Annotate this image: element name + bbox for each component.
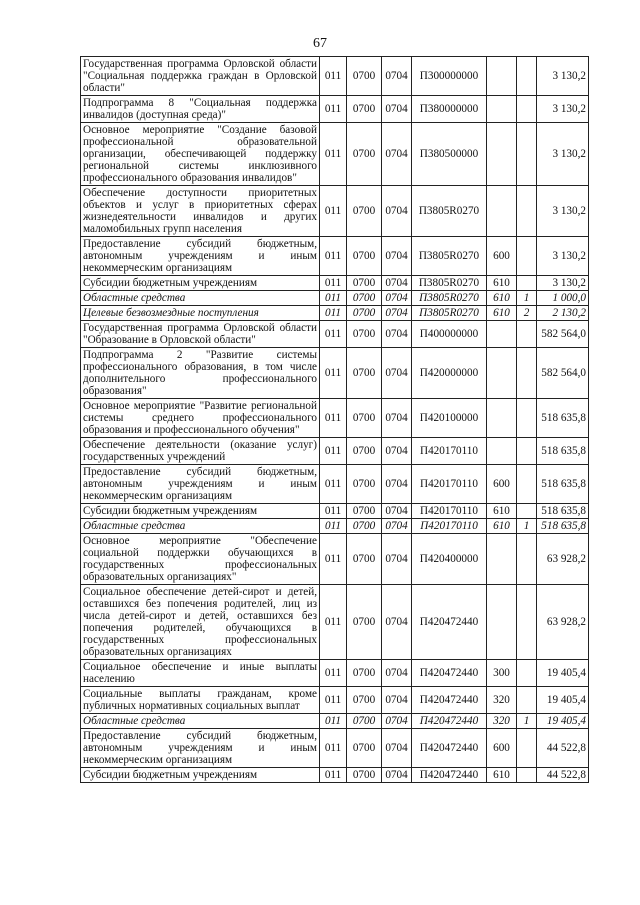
row-name-cell: Основное мероприятие "Обеспечение социальной поддержки обучающихся в государственных профессиональных образовательных организациях"	[81, 534, 320, 585]
admin-code-cell: 011	[320, 438, 347, 465]
row-name-cell: Предоставление субсидий бюджетным, автономным учреждениям и иным некоммерческим организациям	[81, 729, 320, 768]
admin-code-cell: 011	[320, 276, 347, 291]
admin-code-cell: 011	[320, 96, 347, 123]
admin-code-cell: 011	[320, 348, 347, 399]
row-name-cell: Обеспечение деятельности (оказание услуг) государственных учреждений	[81, 438, 320, 465]
expense-type-cell	[487, 186, 517, 237]
row-name-cell: Областные средства	[81, 714, 320, 729]
section-code-cell: 0700	[347, 306, 382, 321]
section-code-cell: 0700	[347, 321, 382, 348]
amount-cell: 582 564,0	[537, 321, 589, 348]
target-article-cell: П420472440	[412, 660, 487, 687]
table-row	[81, 585, 589, 660]
subsection-code-cell: 0704	[382, 687, 412, 714]
expense-type-cell: 600	[487, 729, 517, 768]
section-code-cell: 0700	[347, 123, 382, 186]
target-article-cell: П400000000	[412, 321, 487, 348]
budget-table-body	[81, 57, 589, 783]
table-row	[81, 714, 589, 729]
admin-code-cell: 011	[320, 714, 347, 729]
section-code-cell: 0700	[347, 57, 382, 96]
funding-source-cell	[517, 504, 537, 519]
amount-cell: 19 405,4	[537, 660, 589, 687]
funding-source-cell: 1	[517, 291, 537, 306]
admin-code-cell: 011	[320, 687, 347, 714]
table-row	[81, 306, 589, 321]
row-name-cell: Предоставление субсидий бюджетным, автономным учреждениям и иным некоммерческим организациям	[81, 237, 320, 276]
row-name-cell: Целевые безвозмездные поступления	[81, 306, 320, 321]
amount-cell: 582 564,0	[537, 348, 589, 399]
target-article-cell: П420170110	[412, 504, 487, 519]
target-article-cell: П3805R0270	[412, 276, 487, 291]
section-code-cell: 0700	[347, 348, 382, 399]
admin-code-cell: 011	[320, 585, 347, 660]
table-row	[81, 276, 589, 291]
page-number: 67	[313, 36, 327, 51]
target-article-cell: П420472440	[412, 729, 487, 768]
amount-cell: 518 635,8	[537, 465, 589, 504]
admin-code-cell: 011	[320, 534, 347, 585]
table-row	[81, 291, 589, 306]
subsection-code-cell: 0704	[382, 291, 412, 306]
table-row	[81, 57, 589, 96]
row-name-cell: Субсидии бюджетным учреждениям	[81, 504, 320, 519]
section-code-cell: 0700	[347, 291, 382, 306]
table-row	[81, 687, 589, 714]
funding-source-cell	[517, 276, 537, 291]
funding-source-cell	[517, 687, 537, 714]
expense-type-cell: 610	[487, 276, 517, 291]
amount-cell: 44 522,8	[537, 729, 589, 768]
section-code-cell: 0700	[347, 660, 382, 687]
target-article-cell: П3805R0270	[412, 237, 487, 276]
row-name-cell: Предоставление субсидий бюджетным, автономным учреждениям и иным некоммерческим организациям	[81, 465, 320, 504]
row-name-cell: Обеспечение доступности приоритетных объектов и услуг в приоритетных сферах жизнедеятельности инвалидов и других маломобильных групп населения	[81, 186, 320, 237]
expense-type-cell: 610	[487, 504, 517, 519]
target-article-cell: П420170110	[412, 465, 487, 504]
section-code-cell: 0700	[347, 714, 382, 729]
subsection-code-cell: 0704	[382, 306, 412, 321]
row-name-cell: Областные средства	[81, 519, 320, 534]
expense-type-cell	[487, 348, 517, 399]
subsection-code-cell: 0704	[382, 276, 412, 291]
funding-source-cell	[517, 96, 537, 123]
funding-source-cell	[517, 399, 537, 438]
expense-type-cell: 610	[487, 306, 517, 321]
expense-type-cell: 610	[487, 519, 517, 534]
subsection-code-cell: 0704	[382, 186, 412, 237]
funding-source-cell	[517, 321, 537, 348]
amount-cell: 518 635,8	[537, 504, 589, 519]
table-row	[81, 96, 589, 123]
amount-cell: 3 130,2	[537, 57, 589, 96]
amount-cell: 3 130,2	[537, 237, 589, 276]
amount-cell: 2 130,2	[537, 306, 589, 321]
table-row	[81, 321, 589, 348]
amount-cell: 518 635,8	[537, 519, 589, 534]
expense-type-cell	[487, 585, 517, 660]
row-name-cell: Государственная программа Орловской области "Образование в Орловской области"	[81, 321, 320, 348]
subsection-code-cell: 0704	[382, 519, 412, 534]
section-code-cell: 0700	[347, 399, 382, 438]
admin-code-cell: 011	[320, 321, 347, 348]
subsection-code-cell: 0704	[382, 57, 412, 96]
subsection-code-cell: 0704	[382, 399, 412, 438]
section-code-cell: 0700	[347, 186, 382, 237]
target-article-cell: П420170110	[412, 519, 487, 534]
table-row	[81, 534, 589, 585]
funding-source-cell	[517, 465, 537, 504]
subsection-code-cell: 0704	[382, 729, 412, 768]
admin-code-cell: 011	[320, 399, 347, 438]
target-article-cell: П420100000	[412, 399, 487, 438]
target-article-cell: П420400000	[412, 534, 487, 585]
section-code-cell: 0700	[347, 534, 382, 585]
section-code-cell: 0700	[347, 237, 382, 276]
row-name-cell: Субсидии бюджетным учреждениям	[81, 276, 320, 291]
subsection-code-cell: 0704	[382, 768, 412, 783]
admin-code-cell: 011	[320, 504, 347, 519]
row-name-cell: Подпрограмма 2 "Развитие системы профессионального образования, в том числе дополнительного профессионального образования"	[81, 348, 320, 399]
table-row	[81, 660, 589, 687]
section-code-cell: 0700	[347, 729, 382, 768]
row-name-cell: Основное мероприятие "Создание базовой профессиональной образовательной организации, обеспечивающей поддержку региональной системы инклюзивного профессионального образования инвалидов"	[81, 123, 320, 186]
target-article-cell: П380000000	[412, 96, 487, 123]
target-article-cell: П3805R0270	[412, 291, 487, 306]
funding-source-cell	[517, 348, 537, 399]
subsection-code-cell: 0704	[382, 534, 412, 585]
table-row	[81, 438, 589, 465]
admin-code-cell: 011	[320, 291, 347, 306]
section-code-cell: 0700	[347, 519, 382, 534]
amount-cell: 518 635,8	[537, 399, 589, 438]
funding-source-cell	[517, 660, 537, 687]
expense-type-cell: 610	[487, 291, 517, 306]
admin-code-cell: 011	[320, 57, 347, 96]
budget-table	[80, 56, 589, 783]
table-row	[81, 123, 589, 186]
admin-code-cell: 011	[320, 729, 347, 768]
target-article-cell: П3805R0270	[412, 306, 487, 321]
table-row	[81, 465, 589, 504]
table-row	[81, 237, 589, 276]
funding-source-cell	[517, 534, 537, 585]
admin-code-cell: 011	[320, 519, 347, 534]
expense-type-cell	[487, 123, 517, 186]
expense-type-cell: 320	[487, 714, 517, 729]
expense-type-cell: 600	[487, 465, 517, 504]
amount-cell: 63 928,2	[537, 534, 589, 585]
subsection-code-cell: 0704	[382, 237, 412, 276]
admin-code-cell: 011	[320, 186, 347, 237]
admin-code-cell: 011	[320, 768, 347, 783]
expense-type-cell	[487, 96, 517, 123]
row-name-cell: Государственная программа Орловской области "Социальная поддержка граждан в Орловской области"	[81, 57, 320, 96]
subsection-code-cell: 0704	[382, 438, 412, 465]
section-code-cell: 0700	[347, 768, 382, 783]
funding-source-cell: 1	[517, 714, 537, 729]
funding-source-cell	[517, 729, 537, 768]
expense-type-cell: 610	[487, 768, 517, 783]
table-row	[81, 399, 589, 438]
expense-type-cell	[487, 57, 517, 96]
row-name-cell: Областные средства	[81, 291, 320, 306]
section-code-cell: 0700	[347, 687, 382, 714]
subsection-code-cell: 0704	[382, 714, 412, 729]
amount-cell: 63 928,2	[537, 585, 589, 660]
funding-source-cell	[517, 768, 537, 783]
target-article-cell: П420170110	[412, 438, 487, 465]
amount-cell: 3 130,2	[537, 186, 589, 237]
target-article-cell: П300000000	[412, 57, 487, 96]
amount-cell: 3 130,2	[537, 123, 589, 186]
expense-type-cell: 600	[487, 237, 517, 276]
subsection-code-cell: 0704	[382, 585, 412, 660]
funding-source-cell	[517, 585, 537, 660]
target-article-cell: П420472440	[412, 768, 487, 783]
amount-cell: 1 000,0	[537, 291, 589, 306]
expense-type-cell: 300	[487, 660, 517, 687]
row-name-cell: Основное мероприятие "Развитие региональной системы среднего профессионального образования и профессионального обучения"	[81, 399, 320, 438]
expense-type-cell	[487, 438, 517, 465]
row-name-cell: Социальное обеспечение детей-сирот и детей, оставшихся без попечения родителей, лиц из числа детей-сирот и детей, оставшихся без попечения родителей, обучающихся в государственных профессиональных образовательных организациях	[81, 585, 320, 660]
admin-code-cell: 011	[320, 237, 347, 276]
subsection-code-cell: 0704	[382, 348, 412, 399]
funding-source-cell: 2	[517, 306, 537, 321]
row-name-cell: Социальное обеспечение и иные выплаты населению	[81, 660, 320, 687]
funding-source-cell	[517, 237, 537, 276]
subsection-code-cell: 0704	[382, 123, 412, 186]
subsection-code-cell: 0704	[382, 504, 412, 519]
admin-code-cell: 011	[320, 123, 347, 186]
subsection-code-cell: 0704	[382, 660, 412, 687]
section-code-cell: 0700	[347, 465, 382, 504]
subsection-code-cell: 0704	[382, 321, 412, 348]
admin-code-cell: 011	[320, 660, 347, 687]
subsection-code-cell: 0704	[382, 465, 412, 504]
table-row	[81, 186, 589, 237]
amount-cell: 19 405,4	[537, 714, 589, 729]
expense-type-cell	[487, 321, 517, 348]
funding-source-cell	[517, 123, 537, 186]
target-article-cell: П420472440	[412, 714, 487, 729]
amount-cell: 3 130,2	[537, 276, 589, 291]
section-code-cell: 0700	[347, 504, 382, 519]
section-code-cell: 0700	[347, 438, 382, 465]
funding-source-cell	[517, 57, 537, 96]
table-row	[81, 519, 589, 534]
expense-type-cell	[487, 399, 517, 438]
target-article-cell: П420472440	[412, 585, 487, 660]
amount-cell: 44 522,8	[537, 768, 589, 783]
admin-code-cell: 011	[320, 465, 347, 504]
section-code-cell: 0700	[347, 585, 382, 660]
funding-source-cell	[517, 438, 537, 465]
table-row	[81, 768, 589, 783]
table-row	[81, 348, 589, 399]
row-name-cell: Социальные выплаты гражданам, кроме публичных нормативных социальных выплат	[81, 687, 320, 714]
row-name-cell: Субсидии бюджетным учреждениям	[81, 768, 320, 783]
funding-source-cell: 1	[517, 519, 537, 534]
amount-cell: 518 635,8	[537, 438, 589, 465]
expense-type-cell: 320	[487, 687, 517, 714]
target-article-cell: П3805R0270	[412, 186, 487, 237]
amount-cell: 19 405,4	[537, 687, 589, 714]
section-code-cell: 0700	[347, 276, 382, 291]
section-code-cell: 0700	[347, 96, 382, 123]
target-article-cell: П420472440	[412, 687, 487, 714]
table-row	[81, 504, 589, 519]
funding-source-cell	[517, 186, 537, 237]
target-article-cell: П420000000	[412, 348, 487, 399]
target-article-cell: П380500000	[412, 123, 487, 186]
row-name-cell: Подпрограмма 8 "Социальная поддержка инвалидов (доступная среда)"	[81, 96, 320, 123]
expense-type-cell	[487, 534, 517, 585]
subsection-code-cell: 0704	[382, 96, 412, 123]
table-row	[81, 729, 589, 768]
amount-cell: 3 130,2	[537, 96, 589, 123]
admin-code-cell: 011	[320, 306, 347, 321]
